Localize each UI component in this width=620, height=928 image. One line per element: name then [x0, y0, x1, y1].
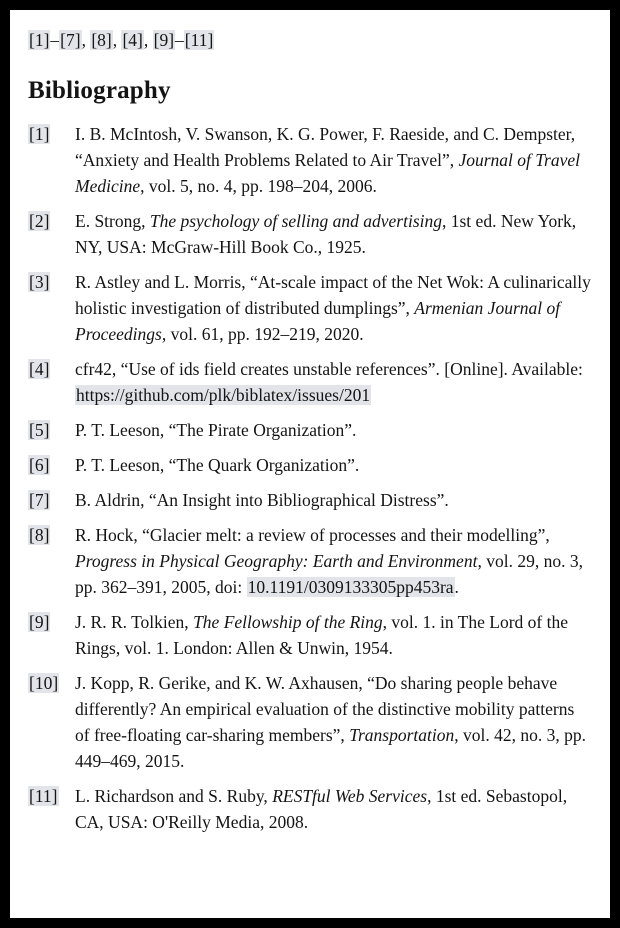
reference-item [28, 121, 592, 199]
reference-label-cell [28, 356, 75, 382]
reference-item [28, 356, 592, 408]
reference-label-cell [28, 417, 75, 443]
reference-item [28, 487, 592, 513]
reference-title-italic: RESTful Web Services [272, 786, 428, 806]
reference-text-segment: , vol. 1. in The Lord of the Rings, vol. 1. London: Allen & Unwin, 1954. [75, 612, 568, 658]
reference-label-cell [28, 269, 75, 295]
reference-text-segment: , 1st ed. New York, NY, USA: McGraw-Hill Book Co., 1925. [75, 211, 577, 257]
reference-text [75, 356, 592, 408]
reference-item [28, 417, 592, 443]
reference-label[interactable]: [10] [29, 673, 59, 693]
reference-label-cell [28, 121, 75, 147]
reference-label[interactable]: [5] [29, 420, 50, 440]
bibliography-heading: Bibliography [28, 77, 171, 104]
reference-title-italic: Transportation [349, 725, 455, 745]
citation-link[interactable]: [1] [29, 30, 50, 50]
reference-text [75, 121, 592, 199]
reference-text-segment: R. Hock, “Glacier melt: a review of processes and their modelling”, [75, 525, 550, 545]
reference-text-segment: . [454, 577, 459, 597]
reference-text [75, 208, 592, 260]
reference-list [28, 121, 592, 835]
reference-item [28, 208, 592, 260]
reference-label[interactable]: [9] [29, 612, 50, 632]
reference-label-cell [28, 487, 75, 513]
reference-label[interactable]: [6] [29, 455, 50, 475]
reference-item [28, 783, 592, 835]
reference-text-segment: J. Kopp, R. Gerike, and K. W. Axhausen, “Do sharing people behave differently? An empirical evaluation of the distinctive mobility patterns of free-floating car-sharing members”, [75, 673, 575, 745]
reference-text [75, 609, 592, 661]
citation-link[interactable]: [11] [184, 30, 214, 50]
reference-link[interactable]: 10.1191/0309133305pp453ra [247, 577, 454, 597]
reference-text [75, 452, 592, 478]
citation-line [28, 28, 592, 52]
reference-text-segment: , vol. 42, no. 3, pp. 449–469, 2015. [75, 725, 586, 771]
reference-text-segment: L. Richardson and S. Ruby, [75, 786, 273, 806]
reference-text [75, 269, 592, 347]
citation-link[interactable]: [4] [122, 30, 143, 50]
reference-text-segment: , vol. 5, no. 4, pp. 198–204, 2006. [140, 176, 377, 196]
citation-separator: – [50, 30, 60, 50]
reference-text-segment: B. Aldrin, “An Insight into Bibliographical Distress”. [75, 490, 449, 510]
reference-text [75, 487, 592, 513]
reference-text-segment: R. Astley and L. Morris, “At-scale impact of the Net Wok: A culinarically holistic investigation of distributed dumplings”, [75, 272, 591, 318]
reference-label[interactable]: [11] [29, 786, 58, 806]
reference-text [75, 783, 592, 835]
reference-item [28, 609, 592, 661]
reference-label-cell [28, 670, 75, 696]
reference-label-cell [28, 783, 75, 809]
reference-item [28, 452, 592, 478]
reference-title-italic: Progress in Physical Geography: Earth and Environment [75, 551, 478, 571]
reference-label[interactable]: [3] [29, 272, 50, 292]
reference-label-cell [28, 522, 75, 548]
citation-separator: – [175, 30, 184, 50]
citation-separator: , [81, 30, 91, 50]
reference-item [28, 522, 592, 600]
citation-link[interactable]: [8] [91, 30, 112, 50]
citation-separator: , [143, 30, 153, 50]
document-page [10, 10, 610, 918]
reference-title-italic: The psychology of selling and advertising [149, 211, 442, 231]
reference-item [28, 269, 592, 347]
reference-text-segment: E. Strong, [75, 211, 150, 231]
reference-text [75, 522, 592, 600]
reference-label-cell [28, 609, 75, 635]
reference-title-italic: Journal of Travel Medicine [75, 150, 581, 196]
citation-separator: , [112, 30, 122, 50]
reference-link[interactable]: https://github.com/plk/biblatex/issues/201 [76, 385, 371, 405]
reference-label[interactable]: [7] [29, 490, 50, 510]
reference-text-segment: I. B. McIntosh, V. Swanson, K. G. Power, F. Raeside, and C. Dempster, “Anxiety and Health Problems Related to Air Travel”, [75, 124, 576, 170]
reference-label[interactable]: [2] [29, 211, 50, 231]
reference-text-segment: , 1st ed. Sebastopol, CA, USA: O'Reilly Media, 2008. [75, 786, 568, 832]
citation-link[interactable]: [7] [60, 30, 81, 50]
reference-item [28, 670, 592, 774]
reference-label[interactable]: [8] [29, 525, 50, 545]
reference-text-segment: J. R. R. Tolkien, [75, 612, 194, 632]
reference-label-cell [28, 208, 75, 234]
reference-title-italic: The Fellowship of the Ring [193, 612, 383, 632]
reference-title-italic: Armenian Journal of Proceedings [75, 298, 561, 344]
reference-text-segment: cfr42, “Use of ids field creates unstable references”. [Online]. Available: [75, 359, 583, 379]
reference-text [75, 670, 592, 774]
citation-link[interactable]: [9] [153, 30, 175, 50]
reference-text-segment: P. T. Leeson, “The Pirate Organization”. [75, 420, 357, 440]
reference-label[interactable]: [4] [29, 359, 50, 379]
reference-text-segment: , vol. 29, no. 3, pp. 362–391, 2005, doi: [75, 551, 583, 597]
reference-text-segment: , vol. 61, pp. 192–219, 2020. [161, 324, 364, 344]
reference-text-segment: P. T. Leeson, “The Quark Organization”. [75, 455, 360, 475]
reference-label[interactable]: [1] [29, 124, 50, 144]
reference-text [75, 417, 592, 443]
reference-label-cell [28, 452, 75, 478]
